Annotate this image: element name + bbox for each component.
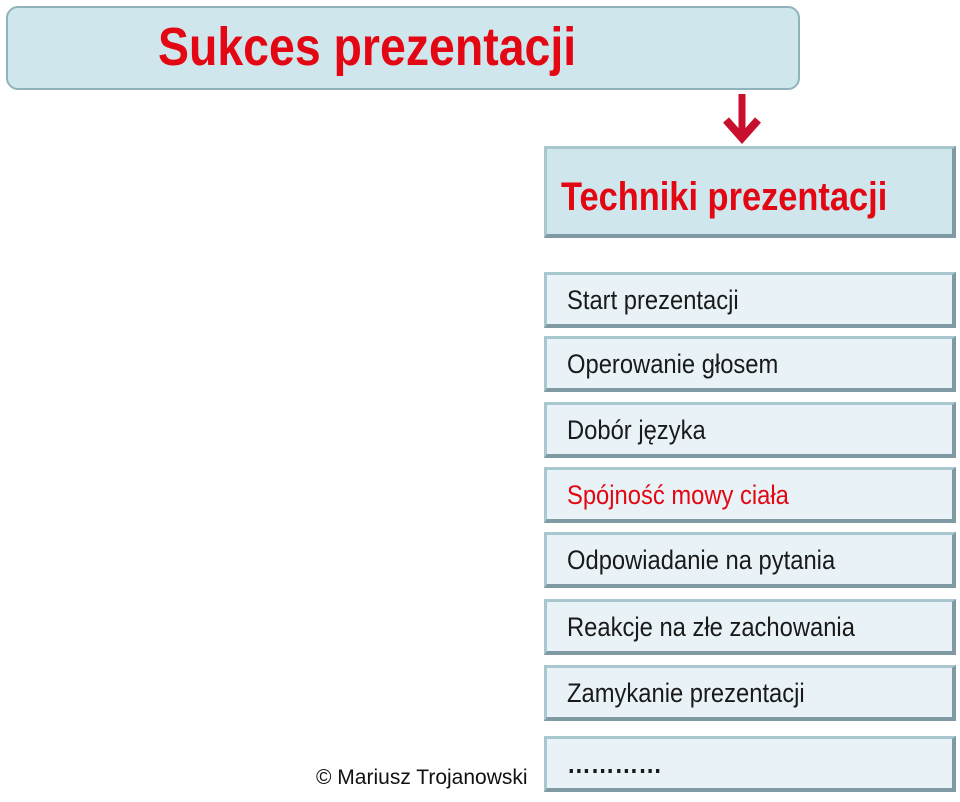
list-item-label: Operowanie głosem	[567, 349, 779, 379]
arrow-down-icon	[722, 92, 762, 144]
list-item-label: …………	[567, 749, 663, 779]
title-box	[6, 6, 800, 90]
list-item	[544, 402, 956, 458]
list-item-label: Odpowiadanie na pytania	[567, 545, 836, 575]
page-title: Sukces prezentacji	[158, 17, 577, 77]
list-item	[544, 336, 956, 392]
list-item-label: Zamykanie prezentacji	[567, 678, 805, 708]
list-item-label: Spójność mowy ciała	[567, 480, 789, 510]
list-item	[544, 736, 956, 792]
list-item	[544, 599, 956, 655]
list-item-highlighted	[544, 467, 956, 523]
list-item	[544, 272, 956, 328]
copyright: © Mariusz Trojanowski	[316, 766, 528, 789]
list-item-label: Reakcje na złe zachowania	[567, 612, 855, 642]
list-item	[544, 665, 956, 721]
section-title-box	[544, 146, 956, 238]
list-item-label: Dobór języka	[567, 415, 706, 445]
list-item-label: Start prezentacji	[567, 285, 739, 315]
list-item	[544, 532, 956, 588]
section-title: Techniki prezentacji	[561, 175, 888, 219]
